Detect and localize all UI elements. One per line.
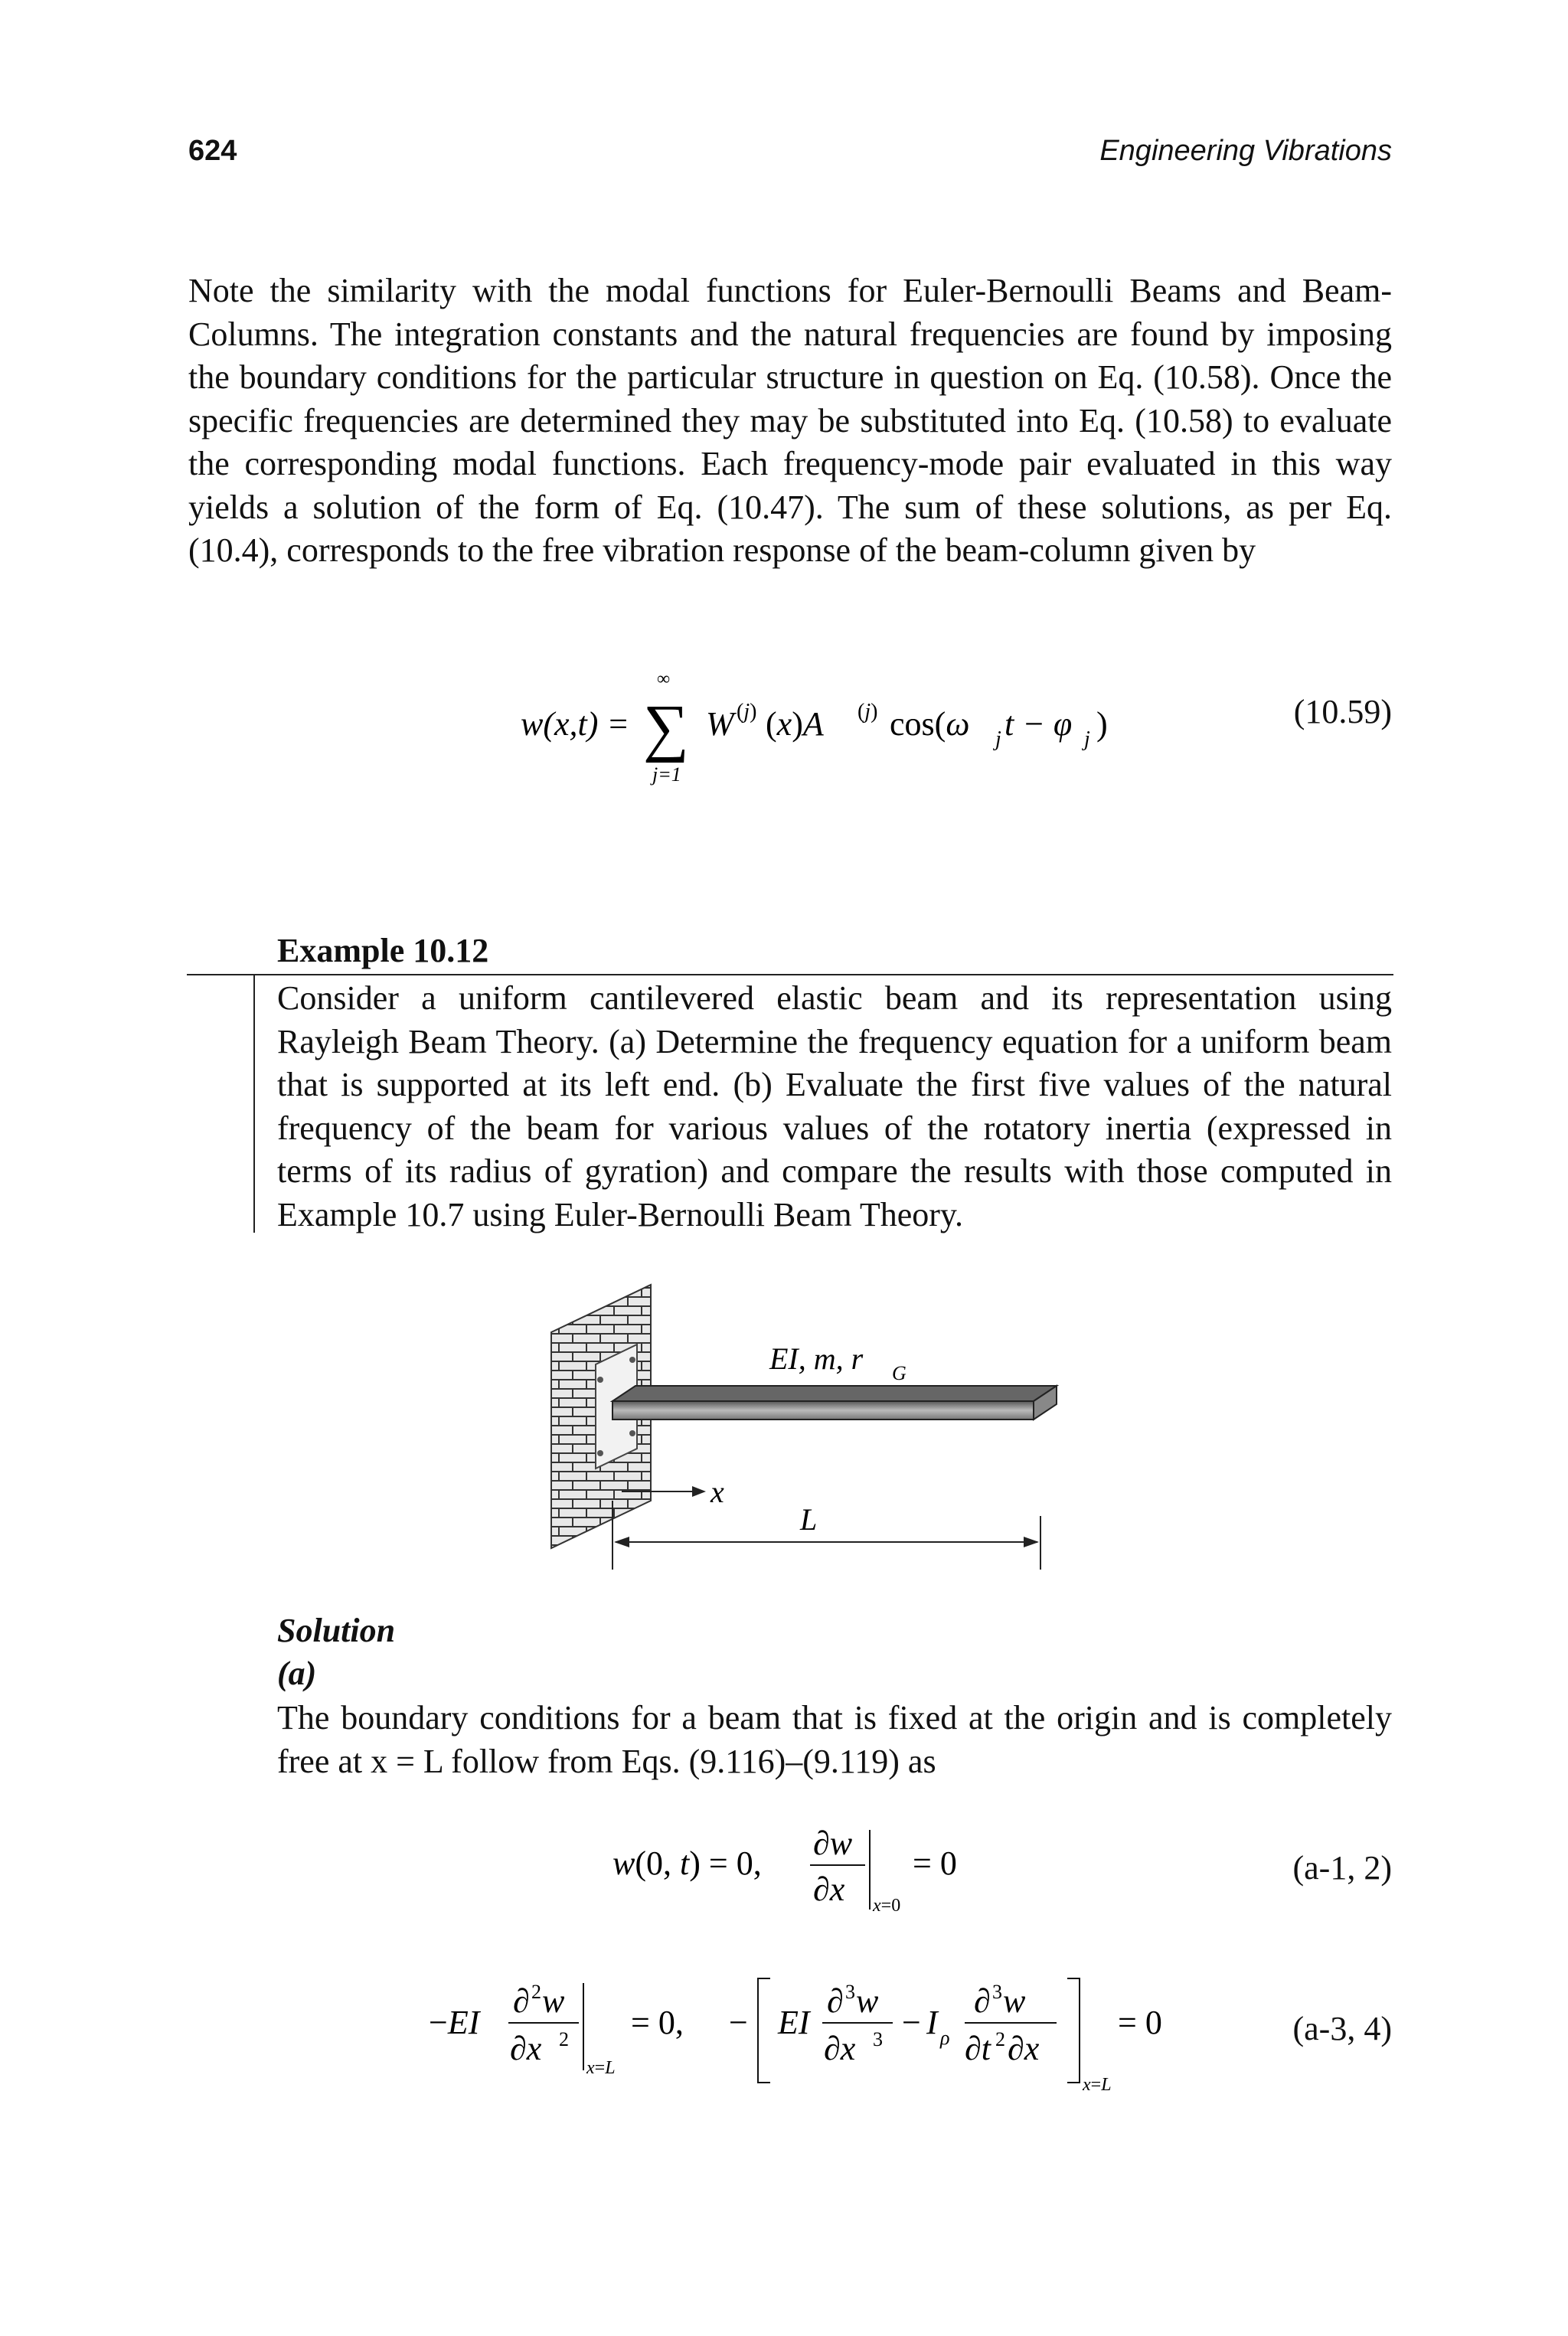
equation-a-3-4 (429, 1968, 1225, 2106)
svg-text:3: 3 (992, 1981, 1002, 2003)
example-heading: Example 10.12 (277, 932, 489, 969)
svg-text:∂t: ∂t (965, 2030, 991, 2067)
svg-text:w: w (856, 1982, 879, 2020)
example-sidebar (253, 975, 255, 1233)
svg-text:∂w: ∂w (813, 1825, 853, 1862)
svg-text:∂x: ∂x (510, 2030, 542, 2067)
svg-text:t − φ: t − φ (1004, 705, 1073, 743)
svg-text:j: j (995, 727, 1001, 751)
svg-text:= 0,: = 0, (631, 2004, 684, 2041)
sigma-symbol: ∑ (643, 692, 689, 763)
beam-front (612, 1401, 1034, 1420)
svg-text:w: w (1003, 1982, 1026, 2020)
svg-text:): ) (1096, 705, 1108, 743)
solution-text: The boundary conditions for a beam that is fixed at the origin and is completely free at x = L follow from Eqs. (9.116)–(9.119) as (277, 1699, 1392, 1780)
svg-text:−: − (902, 2004, 921, 2041)
beam-properties-label: EI, m, r (769, 1341, 864, 1376)
beam-top (612, 1386, 1057, 1401)
sum-upper: ∞ (657, 669, 671, 689)
equation-number-10-59: (10.59) (1293, 693, 1392, 730)
svg-text:x=L: x=L (586, 2058, 616, 2078)
svg-text:2: 2 (559, 2028, 569, 2050)
eq-lhs: w(x,t) = (521, 705, 630, 743)
svg-text:ρ: ρ (940, 2027, 950, 2049)
svg-text:EI: EI (778, 2004, 810, 2041)
cantilever-beam-figure (536, 1279, 1072, 1570)
svg-text:cos(ω: cos(ω (890, 705, 970, 743)
sum-lower: j=1 (652, 763, 681, 786)
equation-a-1-2 (605, 1815, 988, 1929)
example-statement: Consider a uniform cantilevered elastic beam and its representation using Rayleigh Beam Theory. (a) Determine the frequency equation for a uniform beam that is supported at its left end. (b) Evaluate the first five values of the natural frequency of the beam for various values of the rotatory inertia (expressed in terms of its radius of gyration) and compare the results with those computed in Example 10.7 using Euler-Bernoulli Beam Theory. (277, 979, 1392, 1233)
svg-text:w: w (542, 1982, 565, 2020)
svg-text:x=L: x=L (1083, 2075, 1112, 2095)
equation-number-a-1-2: (a-1, 2) (1292, 1849, 1392, 1887)
svg-text:= 0: = 0 (913, 1844, 957, 1882)
svg-text:j: j (1084, 727, 1090, 751)
svg-text:∂: ∂ (827, 1982, 844, 2020)
beam-properties-subscript: G (892, 1362, 906, 1384)
svg-text:∂x: ∂x (824, 2030, 856, 2067)
svg-text:(j): (j) (737, 700, 757, 724)
page-number: 624 (188, 135, 237, 167)
svg-text:−: − (729, 2004, 748, 2041)
example-rule (187, 974, 1393, 975)
svg-text:3: 3 (873, 2028, 883, 2050)
svg-text:x=0: x=0 (873, 1896, 901, 1916)
svg-text:2: 2 (995, 2028, 1005, 2050)
x-axis-label: x (710, 1475, 724, 1509)
svg-text:∂x: ∂x (813, 1870, 845, 1908)
solution-heading: Solution (277, 1612, 396, 1649)
svg-text:∂: ∂ (513, 1982, 530, 2020)
svg-text:(x)A: (x)A (766, 705, 824, 743)
svg-text:∂x: ∂x (1008, 2030, 1040, 2067)
svg-text:2: 2 (531, 1981, 541, 2003)
equation-10-59 (490, 666, 1179, 789)
svg-text:w(0, t) = 0,: w(0, t) = 0, (612, 1844, 762, 1882)
length-label: L (800, 1502, 818, 1537)
intro-paragraph: Note the similarity with the modal functions for Euler-Bernoulli Beams and Beam-Columns. The integration constants and the natural frequencies are found by imposing the boundary conditions for the particular structure in question on Eq. (10.58). Once the specific frequencies are determined they may be substituted into Eq. (10.58) to evaluate the corresponding modal functions. Each frequency-mode pair evaluated in this way yields a solution of the form of Eq. (10.47). The sum of these solutions, as per Eq. (10.4), corresponds to the free vibration response of the beam-column given by (188, 272, 1392, 569)
svg-text:3: 3 (845, 1981, 855, 2003)
svg-text:−EI: −EI (429, 2004, 480, 2041)
svg-text:I: I (926, 2004, 938, 2041)
running-title: Engineering Vibrations (1099, 135, 1392, 167)
solution-part-a: (a) (277, 1655, 317, 1692)
svg-text:W: W (706, 705, 734, 743)
equation-number-a-3-4: (a-3, 4) (1292, 2010, 1392, 2047)
svg-text:∂: ∂ (974, 1982, 991, 2020)
svg-text:(j): (j) (858, 700, 878, 724)
svg-text:= 0: = 0 (1118, 2004, 1162, 2041)
